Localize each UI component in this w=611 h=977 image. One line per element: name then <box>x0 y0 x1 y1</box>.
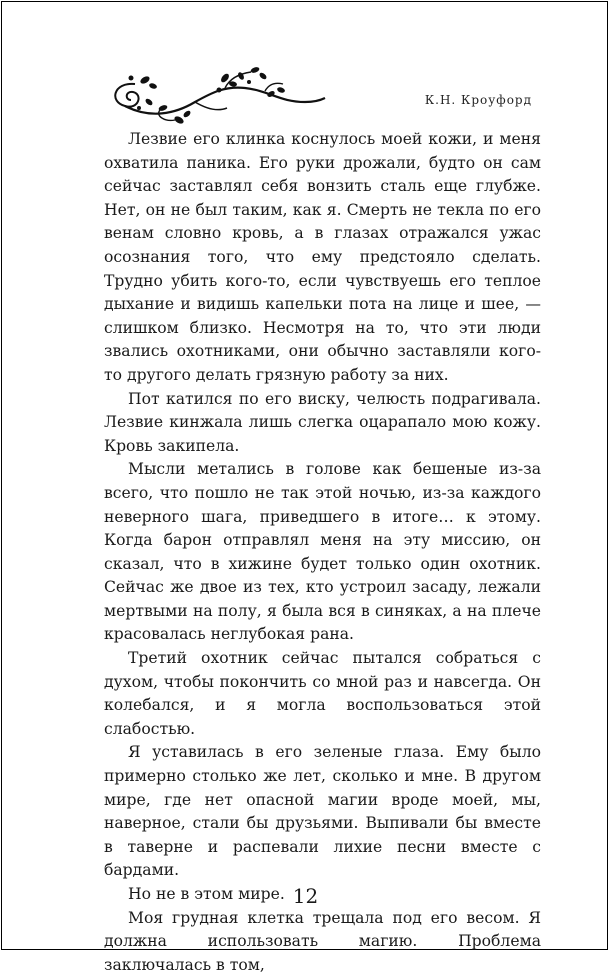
paragraph: Пот катился по его виску, челюсть подрагивала. Лезвие кинжала лишь слегка оцарапало мою кожу. Кровь закипела. <box>104 389 541 455</box>
paragraph: Но не в этом мире. <box>128 885 285 903</box>
paragraph: Лезвие его клинка коснулось моей кожи, и меня охватила паника. Его руки дрожали, будто он сам сейчас заставлял себя вонзить сталь еще глубже. Нет, он не был таким, как я. Смерть не текла по его венам словно кровь, а в глазах отражался ужас осознания того, что ему предстояло сделать. Трудно убить кого-то, если чувствуешь его теплое дыхание и видишь капельки пота на лице и шее, — слишком близко. Несмотря на то, что эти люди звались охотниками, они обычно заставляли кого-то другого делать грязную работу за них. <box>104 130 541 384</box>
body-text <box>104 128 541 977</box>
paragraph: Третий охотник сейчас пытался собраться с духом, чтобы покончить со мной раз и навсегда. Он колебался, и я могла воспользоваться этой слабостью. <box>104 649 541 738</box>
running-head: К.Н. Кроуфорд <box>424 93 532 107</box>
floral-vine-icon <box>105 64 327 128</box>
paragraph: Мысли метались в голове как бешеные из-за всего, что пошло не так этой ночью, из-за каждого неверного шага, приведшего в итоге… к этому. Когда барон отправлял меня на эту миссию, он сказал, что в хижине будет только один охотник. Сейчас же двое из тех, кто устроил засаду, лежали мертвыми на полу, я была вся в синяках, а на плече красовалась неглубокая рана. <box>104 460 541 644</box>
paragraph: Моя грудная клетка трещала под его весом. Я должна использовать магию. Проблема заключалась в том, <box>104 908 541 974</box>
paragraph: Я уставилась в его зеленые глаза. Ему было примерно столько же лет, сколько и мне. В другом мире, где нет опасной магии вроде моей, мы, наверное, стали бы друзьями. Выпивали бы вместе в таверне и распевали лихие песни вместе с бардами. <box>104 743 541 880</box>
page-number: 12 <box>292 884 319 908</box>
